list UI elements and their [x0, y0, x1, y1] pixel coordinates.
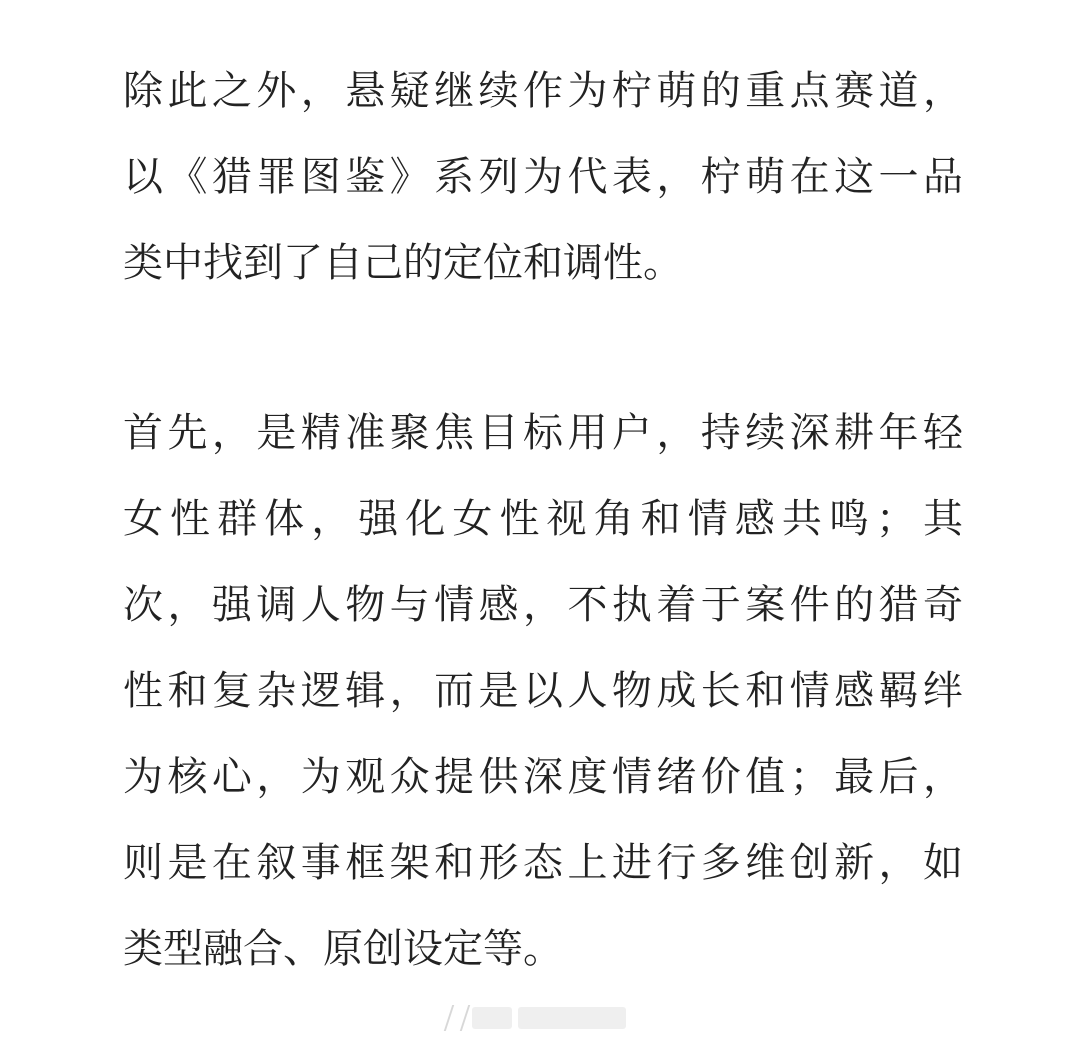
watermark-text-block — [518, 1007, 626, 1029]
paragraph-spacer — [123, 314, 963, 398]
paragraph-line: 则是在叙事框架和形态上进行多维创新，如 — [123, 840, 963, 886]
paragraph-line: 类中找到了自己的定位和调性。 — [123, 240, 683, 286]
paragraph-1 — [123, 56, 963, 314]
paragraph-line: 首先，是精准聚焦目标用户，持续深耕年轻 — [123, 410, 963, 456]
paragraph-line: 女性群体，强化女性视角和情感共鸣；其 — [123, 496, 963, 542]
paragraph-line: 性和复杂逻辑，而是以人物成长和情感羁绊 — [123, 668, 963, 714]
paragraph-2 — [123, 398, 963, 1000]
paragraph-line: 类型融合、原创设定等。 — [123, 926, 563, 972]
paragraph-line: 以《猎罪图鉴》系列为代表，柠萌在这一品 — [123, 154, 963, 200]
watermark-logo-icon — [444, 1005, 470, 1031]
watermark — [448, 1003, 632, 1033]
paragraph-line: 为核心，为观众提供深度情绪价值；最后， — [123, 754, 963, 800]
article-body — [123, 56, 963, 1000]
paragraph-line: 除此之外，悬疑继续作为柠萌的重点赛道， — [123, 68, 963, 114]
watermark-text-block — [472, 1007, 512, 1029]
paragraph-line: 次，强调人物与情感，不执着于案件的猎奇 — [123, 582, 963, 628]
